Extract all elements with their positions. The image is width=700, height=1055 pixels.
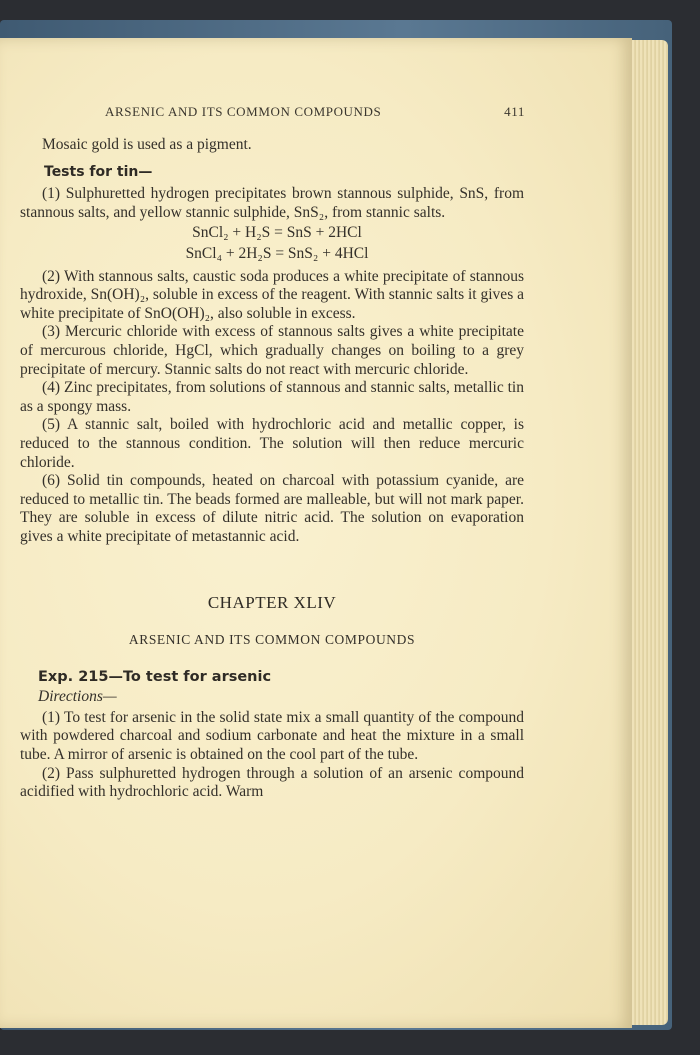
page-body	[20, 66, 524, 802]
intro-line: Mosaic gold is used as a pigment.	[42, 136, 252, 153]
directions-label: Directions—	[38, 688, 117, 706]
equation: SnCl₂ + H₂S = SnS + 2HCl	[192, 224, 362, 242]
test-paragraph: (6) Solid tin compounds, heated on charcoal with potassium cyanide, are reduced to metallic tin. The beads formed are malleable, but will not mark paper. They are soluble in excess of dilute nitric acid. The solution on evaporation gives a white precipitate of metastannic acid.	[20, 472, 524, 545]
experiment-step: (2) Pass sulphuretted hydrogen through a solution of an arsenic compound acidified with hydrochloric acid. Warm	[20, 764, 524, 801]
test-paragraph: (3) Mercuric chloride with excess of stannous salts gives a white precipitate of mercurous chloride, HgCl, which gradually changes on boiling to a grey precipitate of mercury. Stannic salts do not react with mercuric chloride.	[20, 323, 524, 378]
chapter-title: ARSENIC AND ITS COMMON COMPOUNDS	[128, 632, 416, 648]
tests-heading: Tests for tin—	[44, 163, 153, 180]
test-paragraph: (1) Sulphuretted hydrogen precipitates brown stannous sulphide, SnS, from stannous salts, and yellow stannic sulphide, SnS₂, from stannic salts.	[20, 185, 524, 221]
experiment-step: (1) To test for arsenic in the solid state mix a small quantity of the compound with powdered charcoal and sodium carbonate and heat the mixture in a small tube. A mirror of arsenic is obtained on the cool part of the tube.	[20, 708, 524, 764]
running-head-title: ARSENIC AND ITS COMMON COMPOUNDS	[105, 104, 382, 119]
test-paragraph: (4) Zinc precipitates, from solutions of stannous and stannic salts, metallic tin as a spongy mass.	[20, 379, 524, 415]
page-number: 411	[504, 104, 525, 119]
test-paragraph: (2) With stannous salts, caustic soda produces a white precipitate of stannous hydroxide, Sn(OH)₂, soluble in excess of the reagent. With stannic salts it gives a white precipitate of SnO(OH)₂, also soluble in excess.	[20, 267, 524, 322]
test-paragraph: (5) A stannic salt, boiled with hydrochloric acid and metallic copper, is reduced to the stannous condition. The solution will then reduce mercuric chloride.	[20, 416, 524, 471]
experiment-heading: Exp. 215—To test for arsenic	[38, 668, 272, 685]
equation: SnCl₄ + 2H₂S = SnS₂ + 4HCl	[185, 244, 369, 262]
chapter-number: CHAPTER XLIV	[207, 593, 337, 613]
